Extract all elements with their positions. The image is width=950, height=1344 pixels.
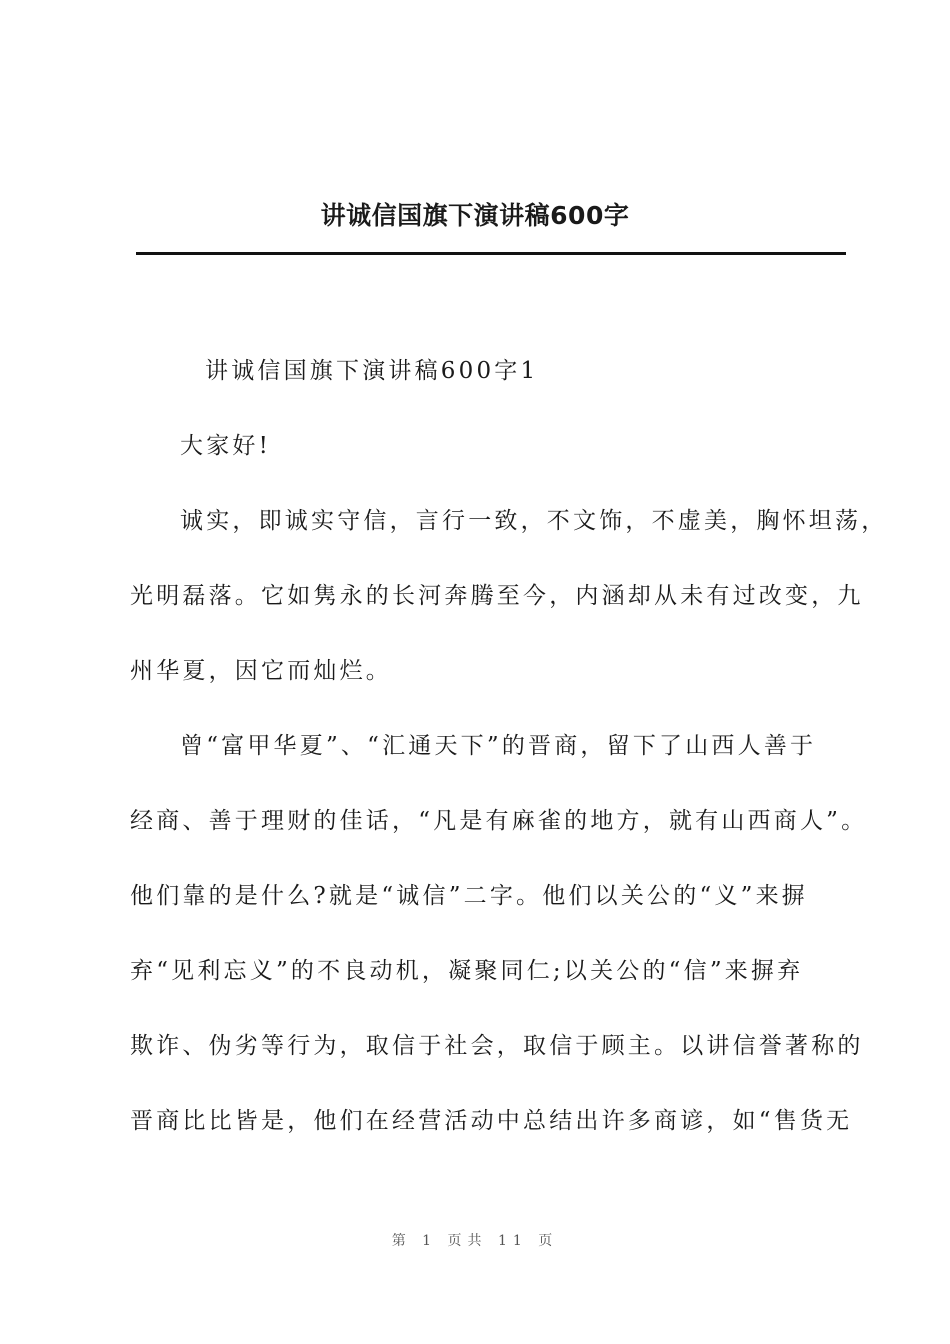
document-title: 讲诚信国旗下演讲稿600字 [320, 201, 630, 230]
paragraph-line: 经商、善于理财的佳话，“凡是有麻雀的地方，就有山西商人”。 [130, 808, 868, 834]
paragraph-line: 州华夏，因它而灿烂。 [130, 658, 392, 684]
page-number-footer: 第 1 页共 11 页 [391, 1233, 559, 1249]
paragraph-line: 欺诈、伪劣等行为，取信于社会，取信于顾主。以讲信誉著称的 [130, 1033, 864, 1059]
paragraph-line: 光明磊落。它如隽永的长河奔腾至今，内涵却从未有过改变，九 [130, 583, 864, 609]
title-divider [136, 252, 846, 255]
paragraph-line: 晋商比比皆是，他们在经营活动中总结出许多商谚，如“售货无 [130, 1108, 853, 1134]
greeting-line: 大家好! [180, 433, 272, 459]
subtitle-line: 讲诚信国旗下演讲稿600字1 [205, 358, 539, 384]
paragraph-line: 他们靠的是什么?就是“诚信”二字。他们以关公的“义”来摒 [130, 883, 808, 909]
paragraph-line: 诚实，即诚实守信，言行一致，不文饰，不虚美，胸怀坦荡， [180, 508, 888, 534]
paragraph-line: 弃“见利忘义”的不良动机，凝聚同仁;以关公的“信”来摒弃 [130, 958, 804, 984]
paragraph-line: 曾“富甲华夏”、“汇通天下”的晋商，留下了山西人善于 [180, 733, 817, 759]
